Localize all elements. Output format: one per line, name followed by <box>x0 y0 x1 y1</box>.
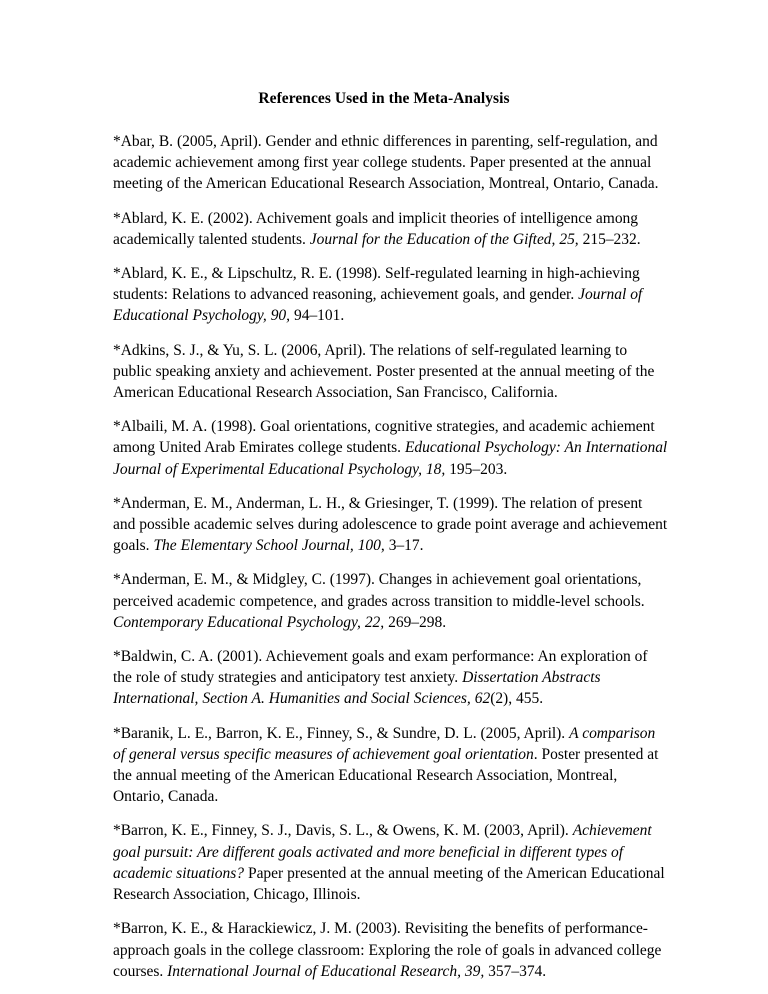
reference-entry <box>113 723 668 808</box>
reference-text-run: 269–298. <box>384 613 447 631</box>
reference-text-run: *Abar, B. (2005, April). Gender and ethnic differences in parenting, self-regulation, and academic achievement among first year college students. Paper presented at the annual meeting of the American Educational Research Association, Montreal, Ontario, Canada. <box>113 133 659 193</box>
reference-entry <box>113 208 668 250</box>
reference-text-run: 215–232. <box>578 230 641 248</box>
page-title: References Used in the Meta-Analysis <box>258 90 510 107</box>
reference-italic-run: A comparison of general versus specific measures of achievement goal orientation <box>113 724 656 763</box>
reference-italic-run: Contemporary Educational Psychology, 22, <box>113 613 385 631</box>
reference-text-run: *Baldwin, C. A. (2001). Achievement goals and exam performance: An exploration of the role of study strategies and anticipatory test anxiety. <box>113 648 648 687</box>
reference-italic-run: Dissertation Abstracts International, Section A. Humanities and Social Sciences, 62 <box>113 669 601 708</box>
reference-list <box>113 131 668 982</box>
reference-text-run: 357–374. <box>484 962 547 980</box>
reference-text-run: *Barron, K. E., & Harackiewicz, J. M. (2003). Revisiting the benefits of performance-approach goals in the college classroom: Exploring the role of goals in advanced college courses. <box>113 920 662 980</box>
reference-entry <box>113 918 668 982</box>
reference-entry <box>113 416 668 480</box>
reference-text-run: *Anderman, E. M., Anderman, L. H., & Griesinger, T. (1999). The relation of present and possible academic selves during adolescence to grade point average and achievement goals. <box>113 494 668 555</box>
reference-text-run: Paper presented at the annual meeting of the American Educational Research Association, Chicago, Illinois. <box>113 864 665 904</box>
reference-text-run: 3–17. <box>384 537 424 555</box>
reference-text-run: 195–203. <box>445 460 508 478</box>
reference-italic-run: Journal of Educational Psychology, 90, <box>113 286 643 325</box>
reference-italic-run: Achievement goal pursuit: Are different goals activated and more beneficial in different types of academic situations? <box>113 822 652 882</box>
reference-text-run: *Barron, K. E., Finney, S. J., Davis, S. L., & Owens, K. M. (2003, April). <box>113 822 573 840</box>
reference-text-run: *Ablard, K. E. (2002). Achivement goals and implicit theories of intelligence among academically talented students. <box>113 209 639 248</box>
reference-italic-run: Educational Psychology: An International Journal of Experimental Educational Psychology, 18, <box>113 439 668 478</box>
reference-entry <box>113 493 668 557</box>
reference-entry <box>113 263 668 327</box>
reference-text-run: 94–101. <box>290 307 345 325</box>
reference-text-run: . Poster presented at the annual meeting of the American Educational Research Association, Montreal, Ontario, Canada. <box>113 745 659 806</box>
reference-entry <box>113 820 668 905</box>
reference-text-run: *Adkins, S. J., & Yu, S. L. (2006, April). The relations of self-regulated learning to public speaking anxiety and achievement. Poster presented at the annual meeting of the American Educational Research Association, San Francisco, California. <box>113 341 655 402</box>
reference-text-run: (2), 455. <box>490 690 544 708</box>
reference-entry <box>113 646 668 710</box>
reference-italic-run: The Elementary School Journal, 100, <box>153 537 385 555</box>
reference-text-run: *Albaili, M. A. (1998). Goal orientations, cognitive strategies, and academic achiement among United Arab Emirates college students. <box>113 418 655 457</box>
reference-entry <box>113 569 668 633</box>
reference-italic-run: Journal for the Education of the Gifted, 25, <box>309 230 579 248</box>
reference-text-run: *Ablard, K. E., & Lipschultz, R. E. (1998). Self-regulated learning in high-achieving students: Relations to advanced reasoning, achievement goals, and gender. <box>113 265 640 304</box>
reference-text-run: *Anderman, E. M., & Midgley, C. (1997). Changes in achievement goal orientations, perceived academic competence, and grades across transition to middle-level schools. <box>113 571 645 610</box>
reference-entry <box>113 131 668 195</box>
reference-italic-run: International Journal of Educational Research, 39, <box>167 962 485 980</box>
reference-text-run: *Baranik, L. E., Barron, K. E., Finney, S., & Sundre, D. L. (2005, April). <box>113 724 570 742</box>
reference-entry <box>113 340 668 404</box>
